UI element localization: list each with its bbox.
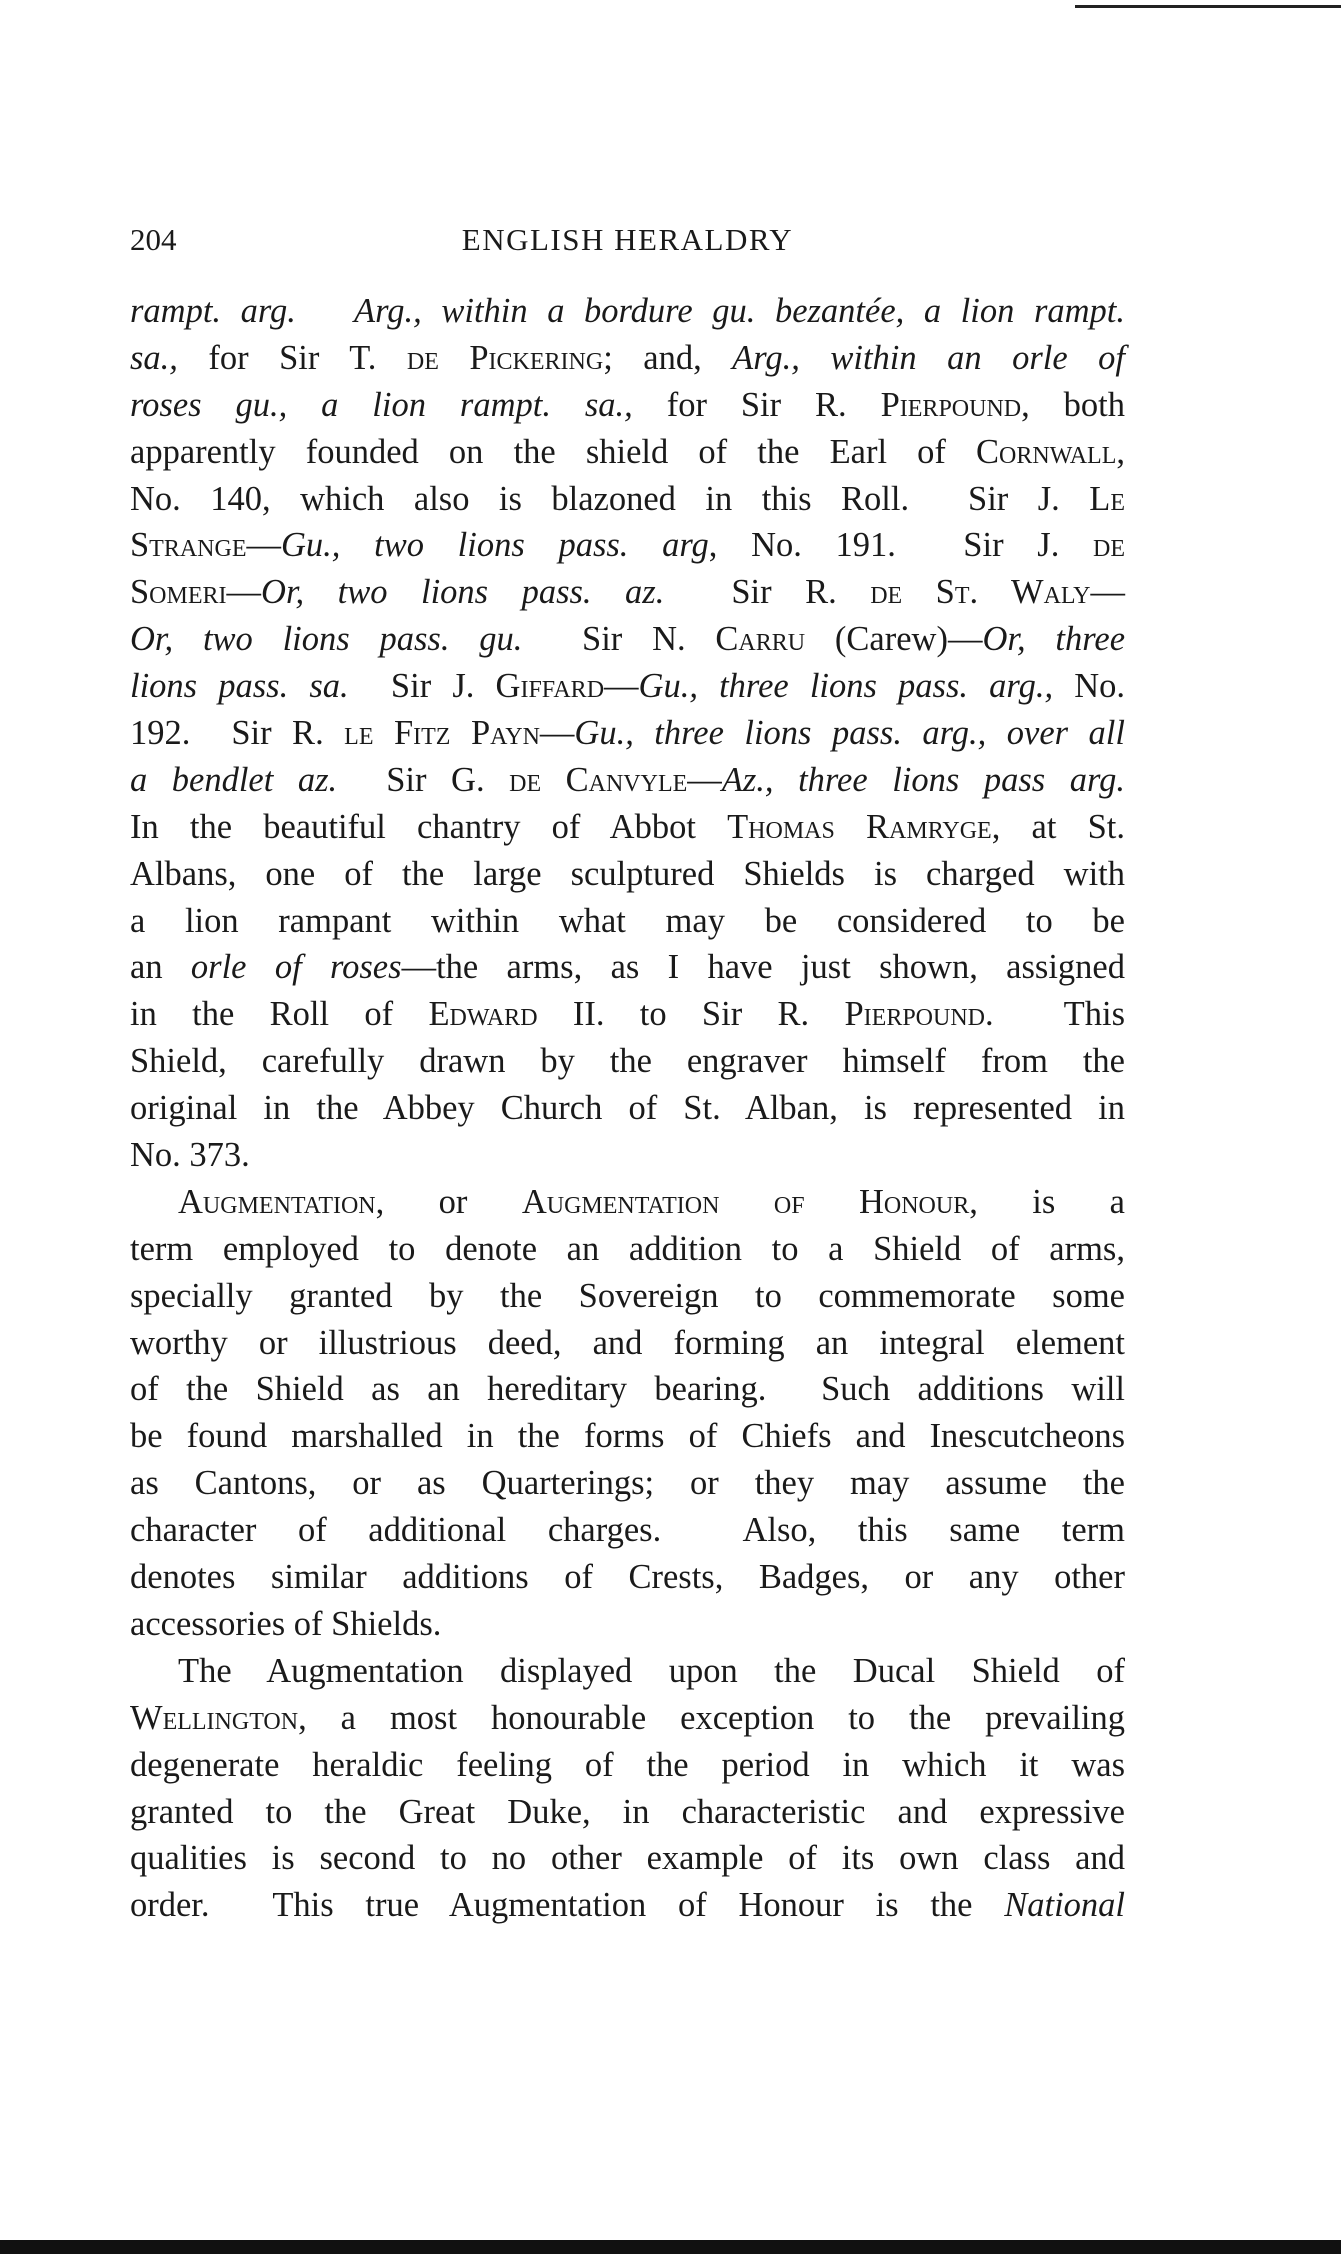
- top-rule: [1075, 5, 1341, 8]
- text-segment: worthy or illustrious deed, and forming an integral element: [130, 1323, 1125, 1362]
- text-segment: , No. 191. Sir J.: [708, 526, 1094, 565]
- text-segment: Sir N.: [522, 620, 716, 659]
- small-caps-text: Le: [1089, 479, 1125, 518]
- text-line: [130, 1835, 1125, 1882]
- small-caps-text: Cornwall: [976, 432, 1117, 471]
- text-segment: original in the Abbey Church of St. Alban, is represented in: [130, 1089, 1125, 1128]
- text-segment: to Sir R.: [604, 995, 845, 1034]
- text-line: [130, 1789, 1125, 1836]
- text-line: [130, 710, 1125, 757]
- text-line: [130, 1601, 1125, 1648]
- text-segment: Shield, carefully drawn by the engraver himself from the: [130, 1042, 1125, 1081]
- text-segment: be found marshalled in the forms of Chiefs and Inescutcheons: [130, 1417, 1125, 1456]
- text-segment: , or: [375, 1182, 522, 1221]
- text-segment: , a most honourable exception to the prevailing: [298, 1698, 1125, 1737]
- text-line: [130, 1413, 1125, 1460]
- text-line: [130, 1320, 1125, 1367]
- text-segment: Albans, one of the large sculptured Shields is charged with: [130, 854, 1125, 893]
- text-segment: . This: [985, 995, 1125, 1034]
- text-segment: —: [1090, 573, 1125, 612]
- running-title: ENGLISH HERALDRY: [461, 222, 794, 257]
- text-segment: The Augmentation displayed upon the Ducal Shield of: [178, 1651, 1125, 1690]
- text-line: [130, 1085, 1125, 1132]
- text-segment: —: [604, 667, 639, 706]
- text-line: [130, 851, 1125, 898]
- text-segment: , is a: [969, 1182, 1125, 1221]
- italic-text: lions pass. sa.: [130, 667, 349, 706]
- small-caps-text: Carru: [715, 620, 806, 659]
- text-line: [130, 1742, 1125, 1789]
- text-segment: order. This true Augmentation of Honour is the: [130, 1886, 1005, 1925]
- text-segment: ; and,: [603, 338, 733, 377]
- text-segment: denotes similar additions of Crests, Badges, or any other: [130, 1558, 1125, 1597]
- small-caps-text: Augmentation of Honour: [521, 1182, 970, 1221]
- page-number: 204: [130, 222, 177, 257]
- italic-text: Az., three lions pass arg.: [721, 760, 1125, 799]
- text-segment: , at St.: [991, 807, 1125, 846]
- text-segment: In the beautiful chantry of Abbot: [130, 807, 728, 846]
- text-line: [130, 757, 1125, 804]
- text-segment: , both: [1021, 385, 1126, 424]
- italic-text: Gu., three lions pass. arg., over all: [574, 714, 1125, 753]
- text-segment: Sir G.: [337, 760, 510, 799]
- italic-text: Gu., three lions pass. arg.,: [638, 667, 1054, 706]
- text-line: [130, 1507, 1125, 1554]
- small-caps-text: Someri: [130, 573, 227, 612]
- text-segment: —: [687, 760, 722, 799]
- text-segment: accessories of Shields.: [130, 1604, 442, 1643]
- text-segment: No.: [1053, 667, 1126, 706]
- small-caps-text: de Canvyle: [509, 760, 688, 799]
- text-line: [130, 1648, 1125, 1695]
- text-segment: qualities is second to no other example of its own class and: [130, 1839, 1125, 1878]
- text-line: [130, 1695, 1125, 1742]
- text-segment: apparently founded on the shield of the Earl of: [130, 432, 977, 471]
- text-line: [130, 1460, 1125, 1507]
- text-segment: (Carew)—: [805, 620, 983, 659]
- text-segment: —the arms, as I have just shown, assigned: [401, 948, 1125, 987]
- text-segment: No. 373.: [130, 1136, 250, 1175]
- text-segment: —: [539, 714, 575, 753]
- body-text: [130, 288, 1125, 1929]
- text-segment: —: [246, 526, 282, 565]
- italic-text: a bendlet az.: [130, 760, 338, 799]
- text-line: [130, 616, 1125, 663]
- text-line: [130, 898, 1125, 945]
- text-segment: 192. Sir R.: [130, 714, 345, 753]
- text-line: [130, 522, 1125, 569]
- text-line: [130, 1179, 1125, 1226]
- small-caps-text: de: [1093, 526, 1126, 565]
- text-segment: as Cantons, or as Quarterings; or they may assume the: [130, 1464, 1125, 1503]
- text-line: [130, 991, 1125, 1038]
- small-caps-text: Strange: [130, 526, 247, 565]
- page-header: [130, 222, 1125, 266]
- text-line: [130, 944, 1125, 991]
- text-line: [130, 429, 1125, 476]
- text-segment: character of additional charges. Also, this same term: [130, 1511, 1125, 1550]
- small-caps-text: Thomas Ramryge: [727, 807, 992, 846]
- italic-text: sa.,: [130, 338, 178, 377]
- italic-text: rampt. arg. Arg., within a bordure gu. bezantée, a lion rampt.: [130, 292, 1125, 330]
- text-segment: a lion rampant within what may be considered to be: [130, 901, 1125, 940]
- text-segment: No. 140, which also is blazoned in this Roll. Sir J.: [130, 479, 1090, 518]
- text-line: [130, 335, 1125, 382]
- text-line: [130, 1226, 1125, 1273]
- text-line: [130, 569, 1125, 616]
- text-line: [130, 1132, 1125, 1179]
- italic-text: Or, three: [982, 620, 1126, 659]
- small-caps-text: Pierpound: [844, 995, 986, 1034]
- text-segment: Sir R.: [664, 573, 871, 612]
- text-segment: of the Shield as an hereditary bearing. Such additions will: [130, 1370, 1125, 1409]
- italic-text: Or, two lions pass. az.: [261, 573, 665, 612]
- text-segment: an: [130, 948, 191, 987]
- small-caps-text: Pierpound: [880, 385, 1022, 424]
- text-line: [130, 382, 1125, 429]
- text-segment: for Sir R.: [632, 385, 881, 424]
- italic-text: Or, two lions pass. gu.: [130, 620, 523, 659]
- small-caps-text: Giffard: [495, 667, 605, 706]
- text-line: [130, 804, 1125, 851]
- small-caps-text: le Fitz Payn: [344, 714, 540, 753]
- text-segment: specially granted by the Sovereign to commemorate some: [130, 1276, 1125, 1315]
- text-line: [130, 476, 1125, 523]
- text-segment: Sir J.: [348, 667, 496, 706]
- text-segment: granted to the Great Duke, in characteristic and expressive: [130, 1792, 1125, 1831]
- italic-text: Gu., two lions pass. arg: [281, 526, 709, 565]
- text-line: [130, 1882, 1125, 1929]
- text-segment: —: [226, 573, 262, 612]
- small-caps-text: Edward II.: [428, 995, 605, 1034]
- text-segment: ,: [1116, 432, 1125, 471]
- italic-text: Arg., within an orle of: [732, 338, 1125, 377]
- text-line: [130, 1038, 1125, 1085]
- text-line: [130, 1273, 1125, 1320]
- text-segment: for Sir T.: [177, 338, 407, 377]
- small-caps-text: de Pickering: [406, 338, 604, 377]
- italic-text: orle of roses: [190, 948, 402, 987]
- bottom-scan-edge: [0, 2240, 1341, 2254]
- small-caps-text: de St. Waly: [870, 573, 1091, 612]
- text-segment: term employed to denote an addition to a Shield of arms,: [130, 1229, 1125, 1268]
- small-caps-text: Augmentation: [178, 1182, 376, 1221]
- italic-text: National: [1004, 1886, 1125, 1925]
- text-line: [130, 1366, 1125, 1413]
- small-caps-text: Wellington: [130, 1698, 299, 1737]
- text-line: [130, 663, 1125, 710]
- text-segment: degenerate heraldic feeling of the period in which it was: [130, 1745, 1125, 1784]
- text-line: [130, 1554, 1125, 1601]
- text-segment: in the Roll of: [130, 995, 429, 1034]
- text-line: [130, 288, 1125, 335]
- italic-text: roses gu., a lion rampt. sa.,: [130, 385, 633, 424]
